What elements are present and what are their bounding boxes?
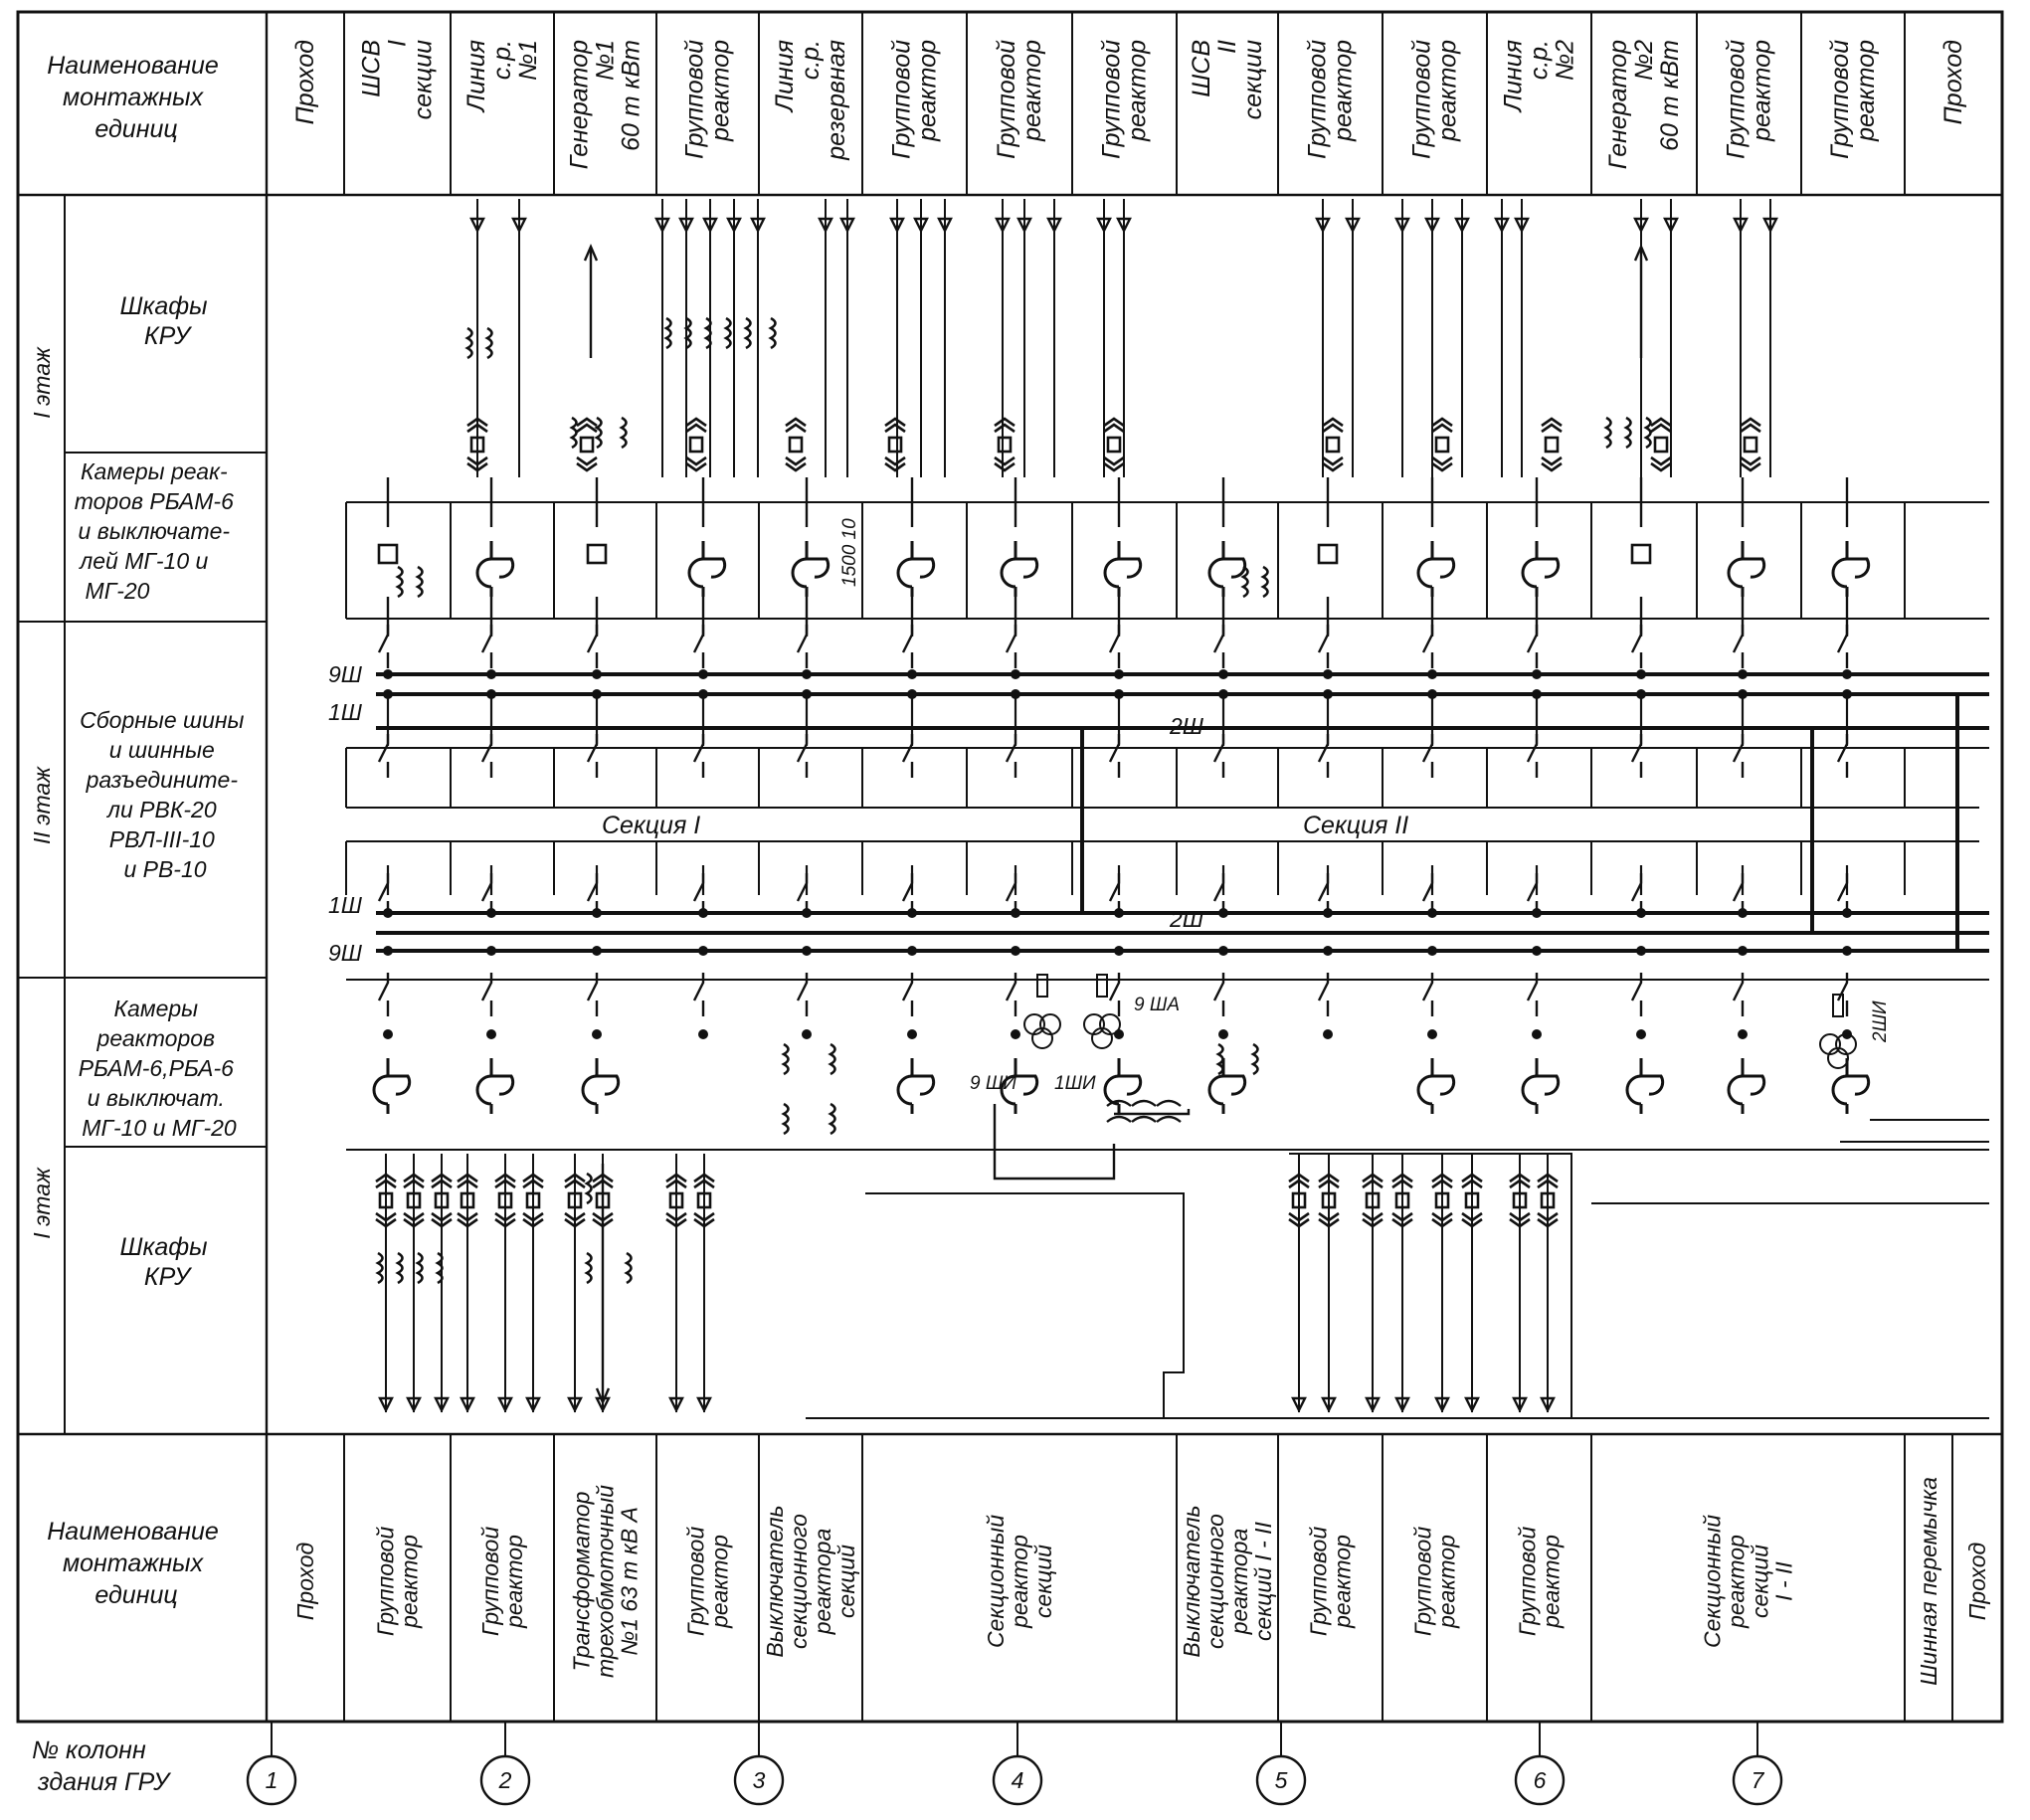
disconnector-symbol [1110,734,1119,778]
junction-dot [1738,1029,1748,1039]
current-transformer-coil [597,418,602,448]
disconnector-symbol [482,734,491,778]
withdrawable-breaker-symbol [1651,419,1671,470]
disconnector-symbol [694,625,703,668]
reactor-symbol [1523,1058,1559,1114]
junction-dot [1114,1029,1124,1039]
header-column-label: Линия [1499,40,1528,112]
current-transformer-coil [666,318,671,348]
header-column-label: 60 т кВт [1656,40,1684,151]
bus-label-1sh-bottom: 1Ш [328,892,362,918]
header-column-label: Групповой [1407,40,1436,159]
reactor-symbol [1418,541,1454,597]
footer-column-label: реактор [1433,1535,1460,1628]
disconnector-symbol [798,734,807,778]
current-transformer-coil [418,1253,423,1283]
reactor-symbol [1729,541,1764,597]
header-column-label: секции [1239,40,1267,120]
withdrawable-breaker-symbol [1741,419,1760,470]
footer-row-title: Наименование монтажных единиц [47,1518,219,1609]
header-column-labels [291,40,1967,169]
bus-label-1sh-top: 1Ш [328,699,362,725]
bus-label-2sh-bottom: 2Ш [1170,906,1203,932]
header-column-label: Групповой [887,40,916,159]
junction-dot [1323,1029,1333,1039]
current-transformer-coil [706,318,711,348]
footer-column-label: реактор [1007,1535,1032,1628]
sectional-reactor-coil [1132,1101,1156,1106]
header-column-label: реактор [1748,40,1776,141]
withdrawable-breaker-symbol [686,419,706,470]
disconnector-symbol [1423,734,1432,778]
footer-column-label: Групповой [1305,1526,1332,1637]
footer-column-label: Проход [1964,1542,1990,1621]
label-1shi: 1ШИ [1054,1073,1096,1094]
footer-column-labels [292,1477,1990,1686]
sectional-reactor-coil [1157,1101,1181,1106]
column-number: 7 [1751,1767,1764,1793]
header-column-label: реактор [1018,40,1046,141]
header-column-label: реактор [913,40,942,141]
footer-column-label: Проход [292,1542,318,1621]
label-2shi: 2ШИ [1870,1001,1891,1042]
current-transformer-coil [1646,418,1651,448]
current-transformer-coil [830,1044,835,1074]
header-column-label: реактор [1329,40,1358,141]
disconnector-symbol [1214,734,1223,778]
sectional-reactor-lead [995,1104,1189,1179]
disconnector-symbol [1528,625,1537,668]
footer-column-label: Выключатель [1179,1505,1204,1658]
building-column-markers [248,1722,1781,1804]
header-column-label: ШСВ [357,40,386,97]
reactor-symbol [1002,541,1037,597]
junction-dot [1427,1029,1437,1039]
header-column-label: Генератор [565,40,594,170]
header-column-label: с.р. [488,40,516,81]
header-column-label: 60 т кВт [617,40,646,151]
floor-label-2: II этаж [29,767,55,844]
withdrawable-breaker-symbol [786,419,806,470]
withdrawable-breaker-symbol [1542,419,1562,470]
junction-dot [1011,1029,1020,1039]
header-column-label: Линия [771,40,799,112]
header-column-label: с.р. [797,40,825,81]
reactor-symbol [1627,1058,1663,1114]
junction-dot [592,1029,602,1039]
disconnector-symbol [1632,734,1641,778]
header-row-title: Наименование монтажных единиц [47,52,219,143]
breaker-symbol [1632,545,1650,563]
disconnector-symbol [1214,625,1223,668]
header-column-label: реактор [1433,40,1462,141]
fuse-symbol [1037,975,1047,997]
current-transformer-coil [438,1253,443,1283]
sectional-reactor-coil [1107,1117,1131,1122]
fuse-symbol [1097,975,1107,997]
header-column-label: Групповой [993,40,1020,159]
junction-dot [907,1029,917,1039]
sectional-reactor-coil [1157,1117,1181,1122]
footer-column-label: Шинная перемычка [1916,1477,1941,1686]
footer-column-label: секционного [786,1514,812,1649]
footer-column-label: реактор [706,1535,733,1628]
disconnector-symbol [1528,734,1537,778]
header-column-label: Линия [462,40,490,112]
current-transformer-coil [587,1174,592,1203]
footer-column-label: реактора [1226,1528,1252,1635]
current-transformer-coil [378,1253,383,1283]
current-transformer-coil [467,328,472,358]
reactor-symbol [898,541,934,597]
current-transformer-coil [398,567,403,597]
footer-column-label: реактор [1723,1535,1750,1628]
current-transformer-coil [627,1253,632,1283]
footer-column-label: реактор [396,1535,423,1628]
disconnector-symbol [1319,734,1328,778]
footer-column-label: секций [1030,1545,1056,1618]
footer-column-label: Выключатель [762,1505,788,1658]
section-label-2: Секция II [1303,812,1409,839]
disconnector-symbol [379,734,388,778]
header-column-label: Генератор [1604,40,1632,170]
header-column-label: I [383,40,412,47]
column-number: 1 [265,1767,278,1793]
disconnector-symbol [1632,625,1641,668]
header-column-label: №2 [1630,40,1658,81]
withdrawable-breaker-symbol [577,419,597,470]
breaker-symbol [379,545,397,563]
column-number: 2 [498,1767,512,1793]
current-transformer-coil [487,328,492,358]
footer-column-label: секций [833,1545,859,1618]
footer-column-label: секций [1747,1545,1773,1618]
header-column-label: ШСВ [1188,40,1215,97]
current-transformer-coil [784,1104,789,1134]
footer-column-label: секций I - II [1250,1522,1276,1641]
disconnector-symbol [1838,734,1847,778]
current-transformer-coil [572,418,577,448]
disconnector-symbol [903,734,912,778]
disconnector-symbol [1007,625,1015,668]
footer-column-label: I - II [1770,1561,1797,1601]
breaker-symbol [1319,545,1337,563]
columns-number-label: № колонн здания ГРУ [32,1736,170,1796]
footer-column-label: Трансформатор [568,1491,595,1672]
row-label-cabinets-top: Шкафы КРУ [119,292,208,350]
current-transformer-coil [771,318,776,348]
withdrawable-breaker-symbol [1104,419,1124,470]
reactor-symbol [477,541,513,597]
reactor-symbol [374,1058,410,1114]
current-transformer-coil [1263,567,1268,597]
floor-label-1-bottom: I этаж [29,1168,55,1239]
disconnector-symbol [903,625,912,668]
bus-label-2sh-top: 2Ш [1170,713,1203,739]
reactor-symbol [689,541,725,597]
floor-label-1-top: I этаж [29,347,55,419]
column-number: 6 [1533,1767,1547,1793]
disconnector-symbol [1319,625,1328,668]
disconnector-symbol [1007,734,1015,778]
column-number: 5 [1274,1767,1288,1793]
current-transformer-coil [784,1044,789,1074]
current-transformer-coil [1606,418,1611,448]
junction-dot [383,1029,393,1039]
reactor-symbol [477,1058,513,1114]
current-transformer-coil [418,567,423,597]
reactor-symbol [1105,541,1141,597]
row-label-cabinets-bottom: Шкафы КРУ [119,1233,208,1291]
junction-dot [1636,1029,1646,1039]
footer-column-label: №1 63 т кВ А [616,1507,643,1656]
header-column-label: секции [409,40,438,120]
footer-column-label: реактора [810,1528,835,1635]
reactor-symbol [583,1058,619,1114]
current-transformer-coil [830,1104,835,1134]
header-column-label: Проход [291,40,319,125]
header-column-label: резервная [823,40,850,160]
reactor-symbol [1833,541,1869,597]
row-label-busbars: Сборные шины и шинные разъедините- ли РВК-20 РВЛ-III-10 и РВ-10 [80,707,245,882]
footer-column-label: Секционный [983,1514,1009,1649]
header-column-label: реактор [706,40,735,141]
disconnector-symbol [798,625,807,668]
footer-column-label: реактор [1329,1535,1356,1628]
header-column-label: Групповой [1303,40,1332,159]
breaker-symbol [588,545,606,563]
current-transformer-coil [1626,418,1631,448]
withdrawable-breaker-symbol [885,419,905,470]
footer-column-label: реактор [501,1535,527,1628]
junction-dot [486,1029,496,1039]
column-number: 3 [752,1767,766,1793]
disconnector-symbol [1734,625,1743,668]
withdrawable-breaker-symbol [995,419,1015,470]
reactor-symbol [793,541,829,597]
footer-column-label: Групповой [682,1526,709,1637]
current-transformer-coil [726,318,731,348]
current-transformer-coil [398,1253,403,1283]
disconnector-symbol [482,625,491,668]
disconnector-symbol [1110,625,1119,668]
current-transformer-coil [746,318,751,348]
current-transformer-coil [587,1253,592,1283]
footer-column-label: Групповой [372,1526,399,1637]
reactor-symbol [898,1058,934,1114]
current-transformer-coil [622,418,627,448]
reactor-symbol [1209,541,1245,597]
fuse-symbol [1833,995,1843,1016]
label-9shi: 9 ШИ [970,1073,1016,1094]
disconnector-symbol [694,734,703,778]
disconnector-symbol [1423,625,1432,668]
disconnector-symbol [1734,734,1743,778]
label-9sha: 9 ШA [1134,995,1181,1015]
header-column-label: Групповой [1722,40,1751,159]
row-label-reactor-chambers-top: Камеры реак- торов РБАМ-6 и выключате- лей МГ-10 и МГ-20 [74,458,234,604]
row-label-reactor-chambers-bottom: Камеры реакторов РБАМ-6,РБА-6 и выключат. МГ-10 и МГ-20 [78,996,237,1141]
disconnector-symbol [588,734,597,778]
header-column-label: №1 [591,40,620,81]
header-column-label: с.р. [1525,40,1554,81]
footer-column-label: секционного [1202,1514,1228,1649]
disconnector-symbol [588,625,597,668]
junction-dot [802,1029,812,1039]
bus-label-9sh-bottom: 9Ш [328,940,362,966]
withdrawable-breaker-symbol [1323,419,1343,470]
header-column-label: Групповой [1826,40,1854,159]
reactor-symbol [1523,541,1559,597]
footer-column-label: Групповой [477,1526,503,1637]
label-reactor-rating: 1500 10 [839,518,860,587]
withdrawable-breaker-symbol [1432,419,1452,470]
header-column-label: реактор [1123,40,1152,141]
column-number: 4 [1011,1767,1024,1793]
section-label-1: Секция I [602,812,701,839]
footer-column-label: трехобмоточный [592,1485,619,1678]
footer-column-label: Групповой [1514,1526,1541,1637]
disconnector-symbol [379,625,388,668]
header-column-label: №2 [1551,40,1579,81]
bus-label-9sh-top: 9Ш [328,661,362,687]
header-column-label: Групповой [680,40,709,159]
footer-column-label: реактор [1538,1535,1565,1628]
junction-dot [698,1029,708,1039]
reactor-symbol [1729,1058,1764,1114]
header-column-label: Проход [1939,40,1967,125]
cell-outline [806,1120,1989,1418]
sectional-reactor-coil [1132,1117,1156,1122]
current-transformer-coil [1218,1044,1223,1074]
table-grid [18,12,2002,1722]
footer-column-label: Групповой [1409,1526,1436,1637]
header-column-label: реактор [1852,40,1880,141]
junction-dot [1218,1029,1228,1039]
reactor-symbol [1105,1058,1141,1114]
reactor-symbol [1833,1058,1869,1114]
header-column-label: II [1213,40,1241,54]
reactor-symbol [1209,1058,1245,1114]
reactor-symbol [1418,1058,1454,1114]
current-transformer-coil [1253,1044,1258,1074]
header-column-label: №1 [514,40,542,81]
junction-dot [1532,1029,1542,1039]
footer-column-label: Секционный [1699,1514,1726,1649]
disconnector-symbol [1838,625,1847,668]
header-column-label: Групповой [1097,40,1126,159]
